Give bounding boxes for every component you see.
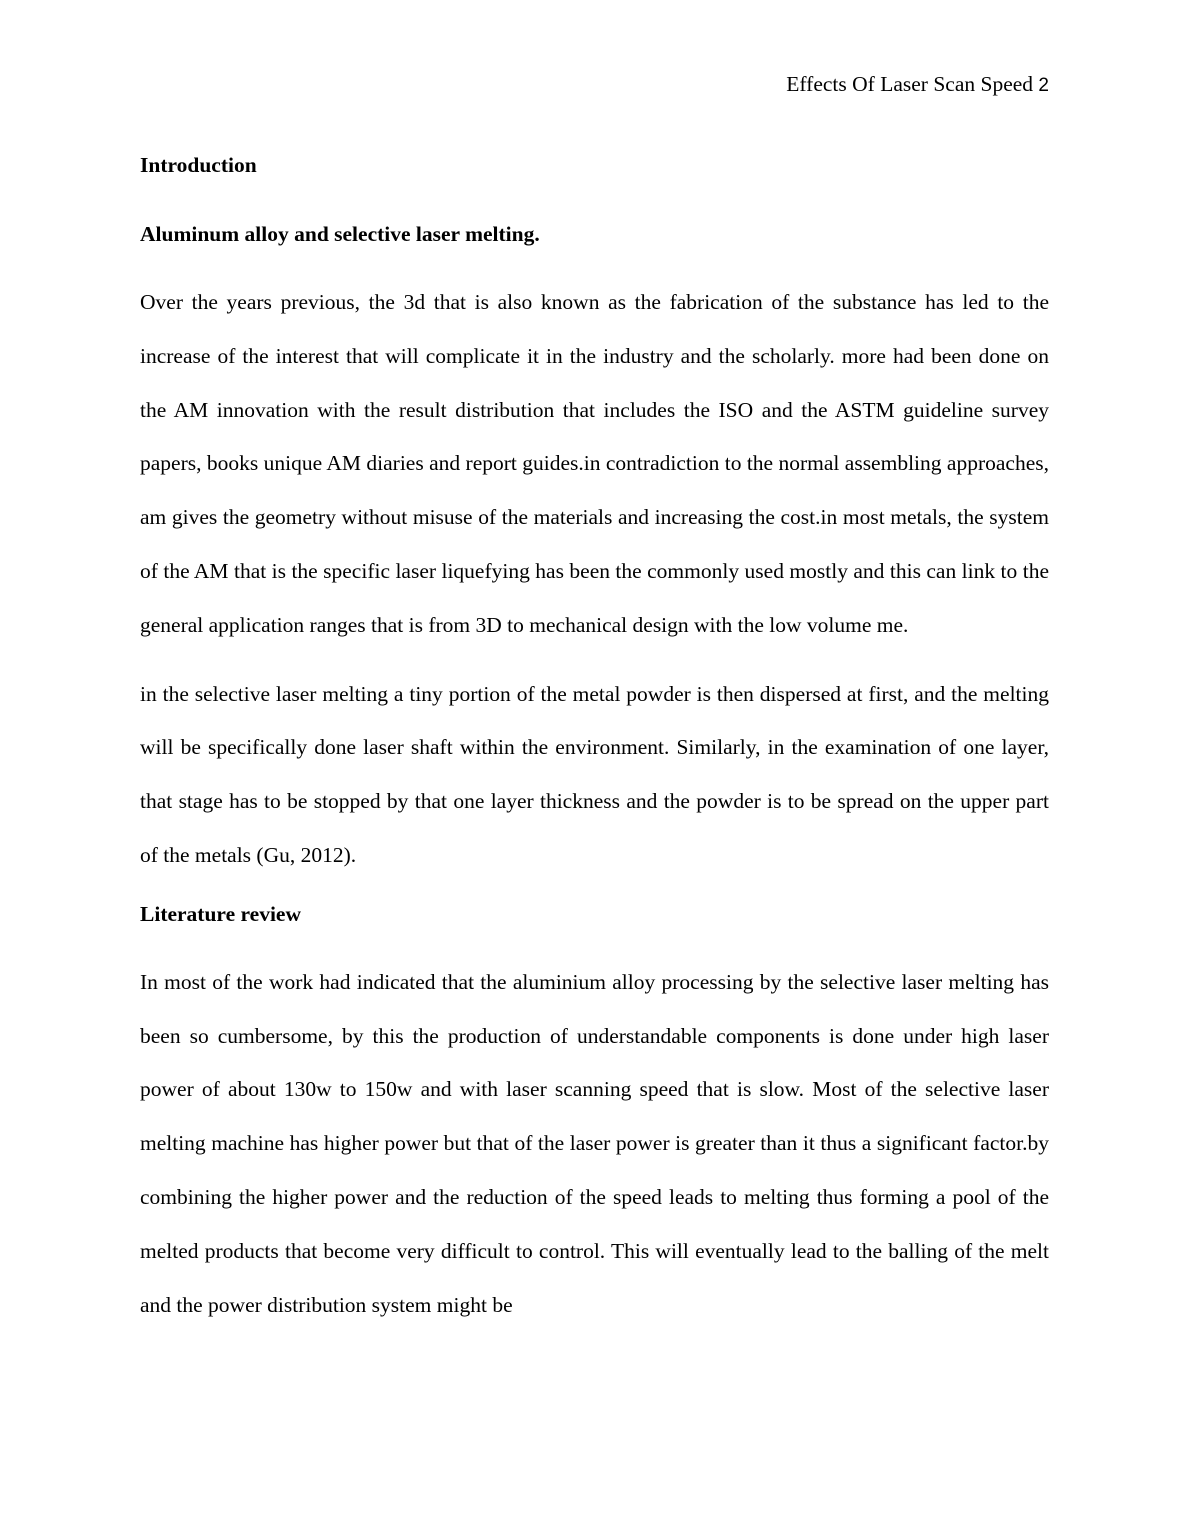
introduction-paragraph-2: in the selective laser melting a tiny portion of the metal powder is then dispersed at first, and the melting will be specifically done laser shaft within the environment. Similarly, in the examination of one layer, that stage has to be stopped by that one layer thickness and the powder is to be spread on the upper part of the metals (Gu, 2012). <box>140 681 1049 867</box>
introduction-paragraph-1: Over the years previous, the 3d that is also known as the fabrication of the substance has led to the increase of the interest that will complicate it in the industry and the scholarly. more had been done on the AM innovation with the result distribution that includes the ISO and the ASTM guideline survey papers, books unique AM diaries and report guides.in contradiction to the normal assembling approaches, am gives the geometry without misuse of the materials and increasing the cost.in most metals, the system of the AM that is the specific laser liquefying has been the commonly used mostly and this can link to the general application ranges that is from 3D to mechanical design with the low volume me. <box>140 290 1049 637</box>
literature-review-heading: Literature review <box>140 901 301 926</box>
running-header <box>786 68 1049 102</box>
literature-review-paragraph-1: In most of the work had indicated that the aluminium alloy processing by the selective laser melting has been so cumbersome, by this the production of understandable components is done under high laser power of about 130w to 150w and with laser scanning speed that is slow. Most of the selective laser melting machine has higher power but that of the laser power is greater than it thus a significant factor.by combining the higher power and the reduction of the speed leads to melting thus forming a pool of the melted products that become very difficult to control. This will eventually lead to the balling of the melt and the power distribution system might be <box>140 969 1049 1317</box>
introduction-heading: Introduction <box>140 153 257 177</box>
page-number: 2 <box>1038 75 1049 96</box>
running-head-title: Effects Of Laser Scan Speed <box>786 72 1034 96</box>
document-body <box>140 149 1049 1332</box>
introduction-subheading: Aluminum alloy and selective laser melting. <box>140 222 540 246</box>
